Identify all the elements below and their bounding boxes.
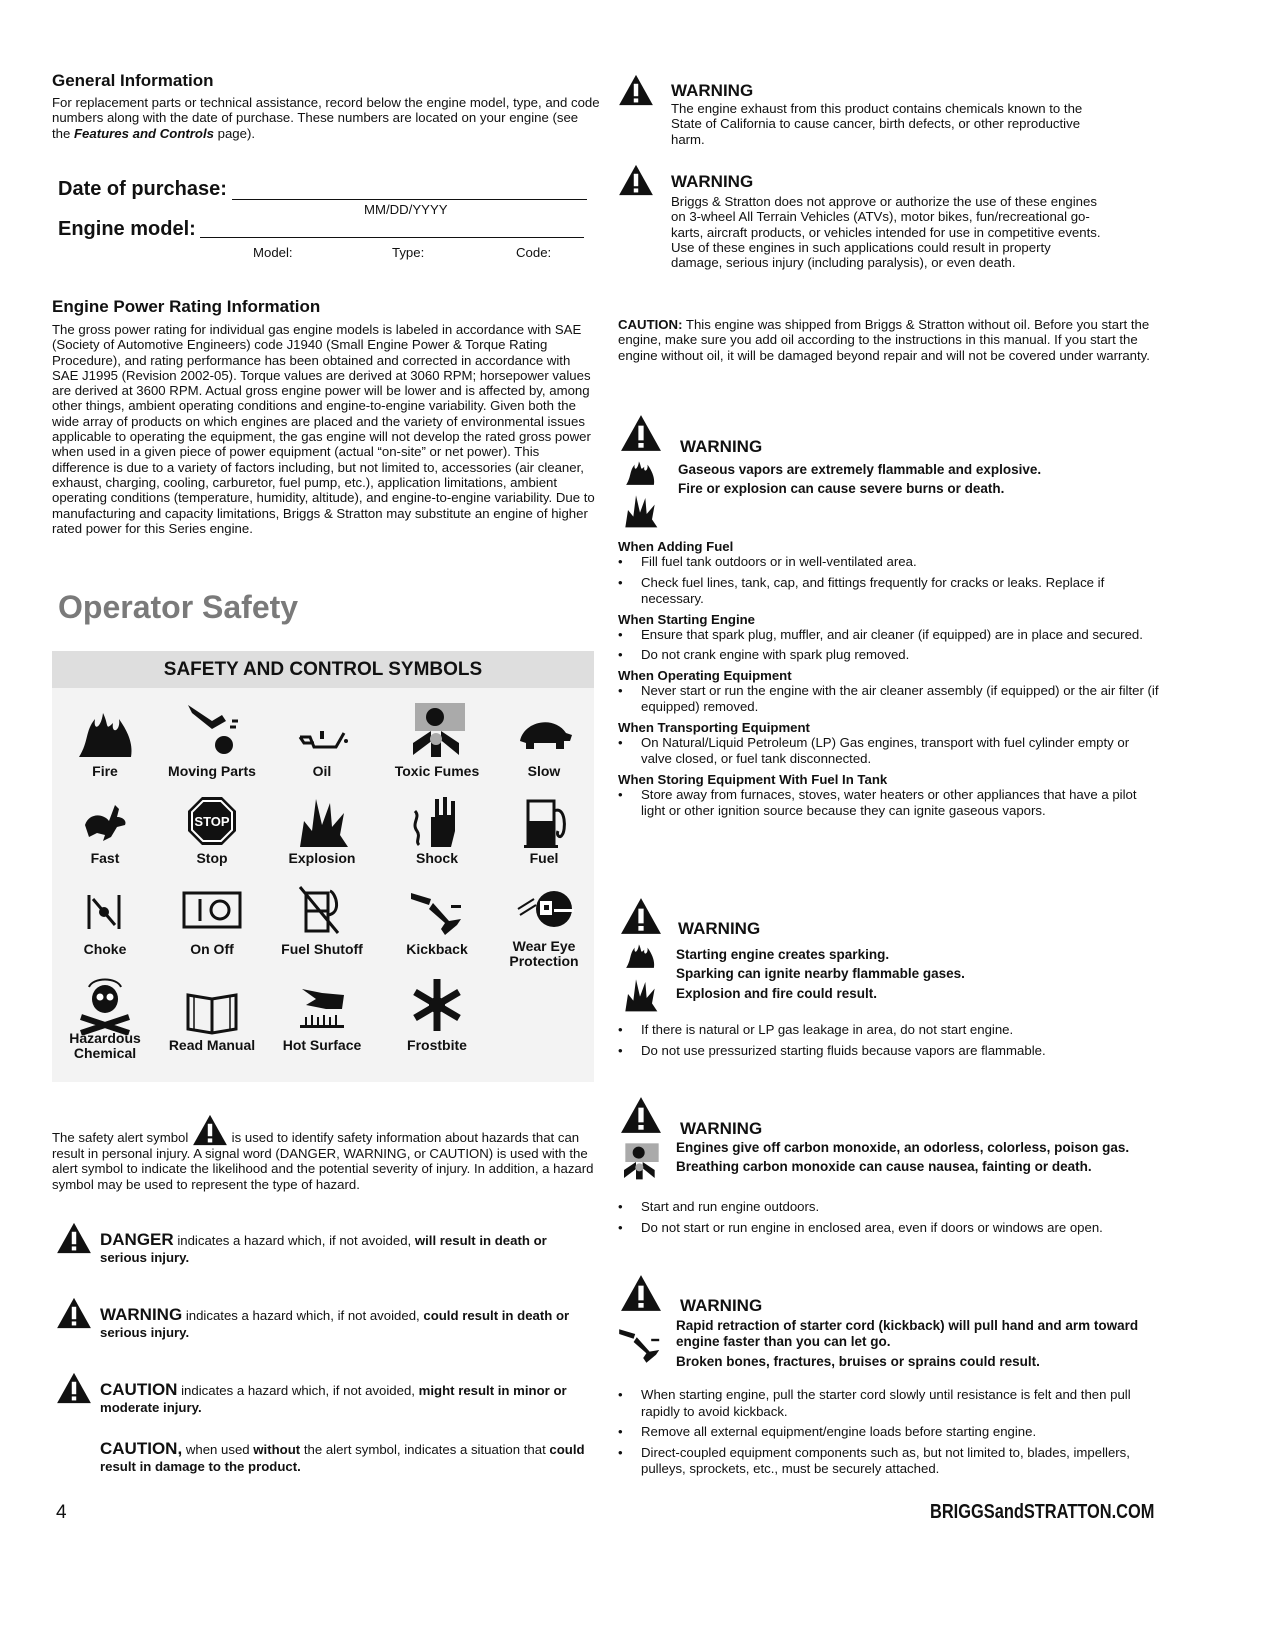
symbol-hazardous-chemical (50, 975, 160, 1061)
date-format-hint: MM/DD/YYYY (364, 202, 448, 217)
fuel-shutoff-icon (292, 879, 352, 939)
symbol-label: Moving Parts (168, 763, 256, 779)
hazardous-chemical-icon (75, 975, 135, 1035)
symbol-label: Choke (83, 941, 127, 957)
symbols-panel (52, 651, 594, 1082)
website-link[interactable]: BRIGGSandSTRATTON.COM (930, 1501, 1155, 1523)
warning-heading: WARNING (678, 919, 761, 938)
safety-alert-icon (56, 1372, 92, 1404)
explosion-icon (620, 490, 660, 530)
symbol-label: Fire (92, 763, 118, 779)
bullet-item: • Do not use pressurized starting fluids because vapors are flammable. (618, 1042, 1046, 1058)
warning-heading: WARNING (680, 1296, 763, 1315)
symbol-oil (267, 701, 377, 779)
power-rating-heading: Engine Power Rating Information (52, 297, 321, 316)
kickback-icon (407, 879, 467, 939)
warning-list (618, 1387, 1163, 1482)
symbol-slow (489, 701, 599, 779)
fast-icon (75, 791, 135, 851)
bullet-item: • If there is natural or LP gas leakage in area, do not start engine. (618, 1022, 1014, 1037)
fuel-section-heading: When Operating Equipment (618, 667, 792, 683)
frostbite-icon (407, 975, 467, 1035)
symbol-label: Shock (415, 850, 458, 866)
shock-icon (407, 791, 467, 851)
symbol-fire (50, 701, 160, 779)
symbol-read-manual (157, 975, 267, 1053)
fire-icon (75, 701, 135, 761)
symbol-label: Stop (196, 850, 228, 866)
symbol-shock (382, 791, 492, 866)
code-hint: Code: (516, 245, 552, 260)
symbol-label: Frostbite (407, 1037, 467, 1053)
general-info-heading: General Information (52, 71, 214, 90)
warning-line: Starting engine creates sparking. (676, 947, 890, 962)
warning-line: Fire or explosion can cause severe burns or death. (678, 481, 1005, 496)
signal-word-danger: DANGER indicates a hazard which, if not avoided, will result in death or serious injury. (52, 1222, 597, 1266)
alert-symbol-text: The safety alert symbol is used to identify safety information about hazards that can result in personal injury. A signal word (DANGER, WARNING, or CAUTION) is used with the alert symbol to indicate the likelihood and the potential severity of injury. In addition, a hazard symbol may be used to represent the type of hazard. (52, 1114, 597, 1192)
symbol-choke (50, 879, 160, 957)
warning-heading: WARNING (671, 81, 754, 100)
bullet-item: • Store away from furnaces, stoves, water heaters or other appliances that have a pilot light or other ignition source because they can ignite gaseous vapors. (618, 786, 1137, 818)
fuel-section-heading: When Storing Equipment With Fuel In Tank (618, 771, 888, 787)
warning-line: Sparking can ignite nearby flammable gases. (676, 966, 965, 981)
toxic-fumes-icon (620, 1140, 660, 1184)
warning-list (618, 1022, 1163, 1063)
warning-line: Breathing carbon monoxide can cause nausea, fainting or death. (676, 1159, 1092, 1174)
bullet-item: • Direct-coupled equipment components such as, but not limited to, blades, impellers, pulleys, sprockets, etc., must be securely attached. (618, 1444, 1130, 1476)
engine-model-label: Engine model: (58, 218, 196, 240)
warning-list (618, 1199, 1163, 1240)
symbol-fuel-shutoff (267, 879, 377, 957)
symbol-label: On Off (190, 941, 234, 957)
symbol-frostbite (382, 975, 492, 1053)
warning-line: Broken bones, fractures, bruises or sprains could result. (676, 1354, 1040, 1369)
bullet-item: • Do not start or run engine in enclosed area, even if doors or windows are open. (618, 1219, 1103, 1235)
oil-icon (292, 701, 352, 761)
warning-line: Gaseous vapors are extremely flammable and explosive. (678, 462, 1042, 477)
general-info-text: For replacement parts or technical assistance, record below the engine model, type, and code numbers along with the date of purchase. These numbers are located on your engine (see the Features and Controls page). (52, 95, 600, 141)
warning-icon (618, 74, 654, 106)
symbols-title: SAFETY AND CONTROL SYMBOLS (52, 651, 594, 688)
model-hint: Model: (253, 245, 293, 260)
warning-icon (620, 414, 662, 452)
on-off-icon (182, 879, 242, 939)
engine-model-field[interactable] (200, 216, 584, 238)
wear-eye-protection-icon (514, 879, 574, 939)
page-number: 4 (56, 1502, 67, 1523)
signal-word-caution: CAUTION indicates a hazard which, if not avoided, might result in minor or moderate injury. (52, 1372, 597, 1416)
warning-icon (620, 1274, 662, 1312)
symbol-on-off (157, 879, 267, 957)
symbol-label: Fast (90, 850, 120, 866)
symbol-label: Chemical (73, 1045, 137, 1061)
symbol-moving-parts (157, 701, 267, 779)
bullet-item: • Check fuel lines, tank, cap, and fittings frequently for cracks or leaks. Replace if necessary. (618, 574, 1105, 606)
fire-icon (620, 455, 660, 487)
symbol-label: Slow (527, 763, 561, 779)
symbol-label: Kickback (406, 941, 468, 957)
symbol-fast (50, 791, 160, 866)
symbol-kickback (382, 879, 492, 957)
date-of-purchase-label: Date of purchase: (58, 178, 227, 200)
svg-text:STOP: STOP (194, 814, 230, 829)
symbol-fuel (489, 791, 599, 866)
fuel-icon (514, 791, 574, 851)
caution-no-symbol: CAUTION, when used without the alert symbol, indicates a situation that could result in damage to the product. (100, 1439, 585, 1474)
warning-icon (620, 897, 662, 935)
kickback-icon (616, 1318, 664, 1366)
explosion-icon (292, 791, 352, 851)
power-rating-text: The gross power rating for individual gas engine models is labeled in accordance with SAE (Society of Automotive Engineers) code J1940 (Small Engine Power & Torque Rating Procedure), and rating performance has been obtained and corrected in accordance with SAE J1995 (Revision 2002-05). Torque values are derived at 3060 RPM; horsepower values are derived at 3600 RPM. Actual gross engine power will be lower and is affected by, among other things, ambient operating conditions and engine-to-engine variability. Given both the wide array of products on which engines are placed and the variety of environmental issues applicable to operating the equipment, the gas engine will not develop the rated gross power when used in a given piece of power equipment (actual “on-site” or net power). This difference is due to a variety of factors including, but not limited to, accessories (air cleaner, exhaust, charging, cooling, carburetor, fuel pump, etc.), application limitations, ambient operating conditions (temperature, humidity, altitude), and engine-to-engine variability. Due to manufacturing and capacity limitations, Briggs & Stratton may substitute an engine of higher rated power for this Series engine. (52, 322, 595, 536)
hot-surface-icon (292, 975, 352, 1035)
symbol-label: Toxic Fumes (394, 763, 480, 779)
bullet-item: • On Natural/Liquid Petroleum (LP) Gas engines, transport with fuel cylinder empty or valve closed, or fuel tank disconnected. (618, 734, 1130, 766)
stop-icon (182, 791, 242, 851)
fuel-section-heading: When Transporting Equipment (618, 719, 810, 735)
symbol-label: Hazardous (69, 1030, 141, 1046)
bullet-item: • Do not crank engine with spark plug removed. (618, 647, 910, 662)
symbol-label: Wear Eye (512, 938, 576, 954)
warning-line: Explosion and fire could result. (676, 986, 878, 1001)
bullet-item: • Start and run engine outdoors. (618, 1199, 820, 1214)
fuel-section-heading: When Adding Fuel (618, 539, 734, 554)
warning-line: Engines give off carbon monoxide, an odorless, colorless, poison gas. (676, 1140, 1130, 1155)
symbol-label: Fuel Shutoff (281, 941, 363, 957)
symbol-toxic-fumes (382, 701, 492, 779)
bullet-item: • Remove all external equipment/engine loads before starting engine. (618, 1424, 1037, 1439)
symbol-label: Hot Surface (282, 1037, 362, 1053)
read-manual-icon (182, 975, 242, 1035)
fuel-safety-sections (618, 537, 1163, 824)
safety-alert-icon (192, 1114, 228, 1146)
date-of-purchase-field[interactable] (232, 178, 587, 200)
symbol-hot-surface (267, 975, 377, 1053)
symbol-label: Oil (312, 763, 332, 779)
symbol-label: Read Manual (168, 1037, 256, 1053)
moving-parts-icon (182, 701, 242, 761)
slow-icon (514, 701, 574, 761)
fuel-section-heading: When Starting Engine (618, 611, 756, 627)
bullet-item: • Never start or run the engine with the air cleaner assembly (if equipped) or the air filter (if equipped) removed. (618, 682, 1159, 714)
warning-icon (618, 164, 654, 196)
warning-icon (620, 1096, 662, 1134)
type-hint: Type: (392, 245, 425, 260)
choke-icon (75, 879, 135, 939)
safety-alert-icon (56, 1222, 92, 1254)
warning-heading: WARNING (680, 1119, 763, 1138)
safety-alert-icon (56, 1297, 92, 1329)
bullet-item: • When starting engine, pull the starter cord slowly until resistance is felt and then pull rapidly to avoid kickback. (618, 1387, 1131, 1419)
bullet-item: • Fill fuel tank outdoors or in well-ventilated area. (618, 554, 917, 569)
warning-text: The engine exhaust from this product contains chemicals known to the State of California to cause cancer, birth defects, or other reproductive harm. (671, 101, 1083, 147)
caution-oil-text: CAUTION: This engine was shipped from Briggs & Stratton without oil. Before you start the engine, make sure you add oil according to the instructions in this manual. If you start the engine without oil, it will be damaged beyond repair and will not be covered under warranty. (618, 317, 1150, 363)
toxic-fumes-icon (407, 701, 467, 761)
warning-heading: WARNING (680, 437, 763, 456)
explosion-icon (620, 974, 660, 1014)
warning-heading: WARNING (671, 172, 754, 191)
warning-text: Briggs & Stratton does not approve or authorize the use of these engines on 3-wheel All Terrain Vehicles (ATVs), motor bikes, fun/recreational go-karts, aircraft products, or vehicles intended for use in competitive events. Use of these engines in such applications could result in property damage, serious injury (including paralysis), or even death. (671, 194, 1101, 271)
symbol-wear-eye-protection (489, 879, 599, 969)
symbol-label: Fuel (529, 850, 559, 866)
symbol-stop (157, 791, 267, 866)
signal-word-warning: WARNING indicates a hazard which, if not avoided, could result in death or serious injury. (52, 1297, 597, 1341)
bullet-item: • Ensure that spark plug, muffler, and air cleaner (if equipped) are in place and secured. (618, 626, 1143, 642)
warning-line: Rapid retraction of starter cord (kickback) will pull hand and arm toward engine faster than you can let go. (676, 1318, 1139, 1349)
symbol-label: Protection (509, 953, 579, 969)
operator-safety-title: Operator Safety (58, 589, 299, 625)
symbol-explosion (267, 791, 377, 866)
fire-icon (620, 938, 660, 970)
symbol-label: Explosion (288, 850, 356, 866)
